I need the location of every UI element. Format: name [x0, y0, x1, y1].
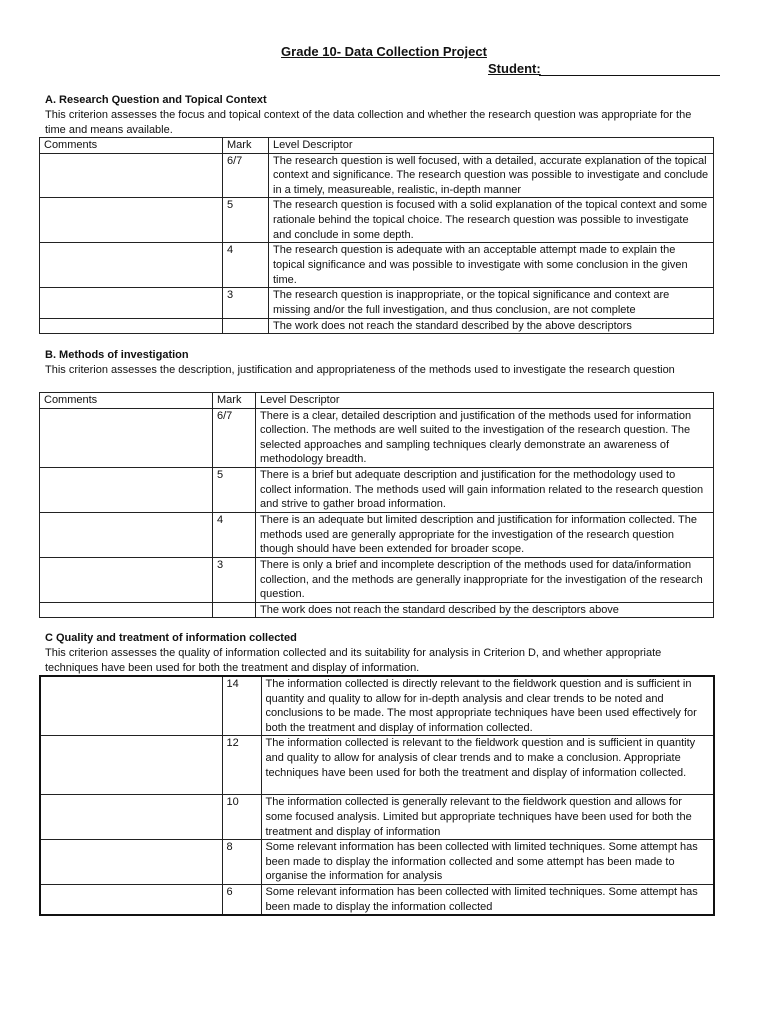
table-header-row [40, 393, 714, 409]
comments-cell[interactable] [40, 318, 223, 334]
mark-cell [213, 602, 256, 618]
descriptor-cell: Some relevant information has been collected with limited techniques. Some attempt has been made to display the information collected and some attempt has been made to organise the information for analysis [261, 840, 714, 885]
comments-cell[interactable] [40, 408, 213, 467]
section-a-description: This criterion assesses the focus and topical context of the data collection and whether the research question was appropriate for the time and means available. [45, 109, 692, 136]
comments-cell[interactable] [40, 512, 213, 557]
mark-cell: 14 [222, 676, 261, 736]
mark-cell: 5 [213, 467, 256, 512]
descriptor-cell: Some relevant information has been collected with limited techniques. Some attempt has been made to display the information collected [261, 885, 714, 916]
table-row [40, 408, 714, 467]
descriptor-cell: The work does not reach the standard described by the descriptors above [256, 602, 714, 618]
descriptor-cell: The information collected is generally relevant to the fieldwork question and allows for some focused analysis. Limited but appropriate techniques have been used for both the treatment and display of information [261, 795, 714, 840]
comments-cell[interactable] [40, 288, 223, 318]
mark-cell: 10 [222, 795, 261, 840]
descriptor-cell: The information collected is directly relevant to the fieldwork question and is sufficient in quantity and quality to allow for in-depth analysis and clear trends to be noted and conclusions to be made. The most appropriate techniques have been used effectively for both the treatment and display of information collected. [261, 676, 714, 736]
column-header-mark: Mark [223, 138, 269, 154]
mark-cell [223, 318, 269, 334]
table-row [40, 512, 714, 557]
section-c-table [39, 675, 715, 916]
descriptor-cell: There is a clear, detailed description and justification of the methods used for information collection. The methods are well suited to the investigation of the research question. The selected approaches and sampling techniques clearly demonstrate an awareness of methodology breadth. [256, 408, 714, 467]
mark-cell: 6/7 [213, 408, 256, 467]
comments-cell[interactable] [40, 153, 223, 198]
table-row [40, 795, 714, 840]
section-b-description: This criterion assesses the description, justification and appropriateness of the methods used to investigate the research question [45, 364, 675, 376]
comments-cell[interactable] [40, 795, 222, 840]
table-row [40, 288, 714, 318]
section-c-heading: C Quality and treatment of information collected [45, 632, 297, 644]
table-header-row [40, 138, 714, 154]
comments-cell[interactable] [40, 736, 222, 795]
comments-cell[interactable] [40, 676, 222, 736]
column-header-comments: Comments [40, 393, 213, 409]
mark-cell: 4 [213, 512, 256, 557]
descriptor-cell: The research question is focused with a solid explanation of the topical context and some rationale behind the topical choice. The research question was possible to investigate and conclude in some depth. [269, 198, 714, 243]
mark-cell: 12 [222, 736, 261, 795]
mark-cell: 6/7 [223, 153, 269, 198]
table-row [40, 885, 714, 916]
comments-cell[interactable] [40, 198, 223, 243]
descriptor-cell: The research question is inappropriate, or the topical significance and context are missing and/or the full investigation, and thus conclusion, are not complete [269, 288, 714, 318]
descriptor-cell: There is a brief but adequate description and justification for the methodology used to collect information. The methods used will gain information related to the research question and strive to gather broad information. [256, 467, 714, 512]
table-row [40, 198, 714, 243]
descriptor-cell: The research question is adequate with an acceptable attempt made to explain the topical significance and was possible to investigate with some conclusion in the given time. [269, 243, 714, 288]
descriptor-cell: The research question is well focused, with a detailed, accurate explanation of the topical context and significance. The research question was possible to investigate and conclude in a timely, measureable, realistic, in-depth manner [269, 153, 714, 198]
comments-cell[interactable] [40, 467, 213, 512]
comments-cell[interactable] [40, 885, 222, 916]
mark-cell: 3 [223, 288, 269, 318]
mark-cell: 4 [223, 243, 269, 288]
comments-cell[interactable] [40, 243, 223, 288]
section-a-table [39, 137, 714, 334]
table-row [40, 736, 714, 795]
comments-cell[interactable] [40, 602, 213, 618]
section-b-table [39, 392, 714, 618]
table-row [40, 602, 714, 618]
mark-cell: 6 [222, 885, 261, 916]
column-header-mark: Mark [213, 393, 256, 409]
table-row [40, 557, 714, 602]
column-header-level-descriptor: Level Descriptor [269, 138, 714, 154]
page-title: Grade 10- Data Collection Project [281, 44, 487, 59]
mark-cell: 8 [222, 840, 261, 885]
student-name-line [539, 75, 720, 76]
descriptor-cell: There is only a brief and incomplete description of the methods used for data/information collection, and the methods are generally inappropriate for the investigation of the research question. [256, 557, 714, 602]
descriptor-cell: The information collected is relevant to the fieldwork question and is sufficient in quantity and quality to allow for analysis of clear trends and to make a conclusion. Appropriate techniques have been used for both the treatment and display of information collected. [261, 736, 714, 795]
column-header-level-descriptor: Level Descriptor [256, 393, 714, 409]
comments-cell[interactable] [40, 557, 213, 602]
section-c-description: This criterion assesses the quality of information collected and its suitability for analysis in Criterion D, and whether appropriate techniques have been used for both the treatment and display of information. [45, 647, 662, 674]
section-a-heading: A. Research Question and Topical Context [45, 94, 267, 106]
table-row [40, 467, 714, 512]
table-row [40, 676, 714, 736]
column-header-comments: Comments [40, 138, 223, 154]
table-row [40, 243, 714, 288]
mark-cell: 5 [223, 198, 269, 243]
table-row [40, 153, 714, 198]
student-label: Student: [488, 61, 541, 76]
table-row [40, 318, 714, 334]
section-b-heading: B. Methods of investigation [45, 349, 189, 361]
descriptor-cell: There is an adequate but limited description and justification for information collected. The methods used are generally appropriate for the investigation of the research question though should have been extended for broader scope. [256, 512, 714, 557]
table-row [40, 840, 714, 885]
mark-cell: 3 [213, 557, 256, 602]
descriptor-cell: The work does not reach the standard described by the above descriptors [269, 318, 714, 334]
comments-cell[interactable] [40, 840, 222, 885]
